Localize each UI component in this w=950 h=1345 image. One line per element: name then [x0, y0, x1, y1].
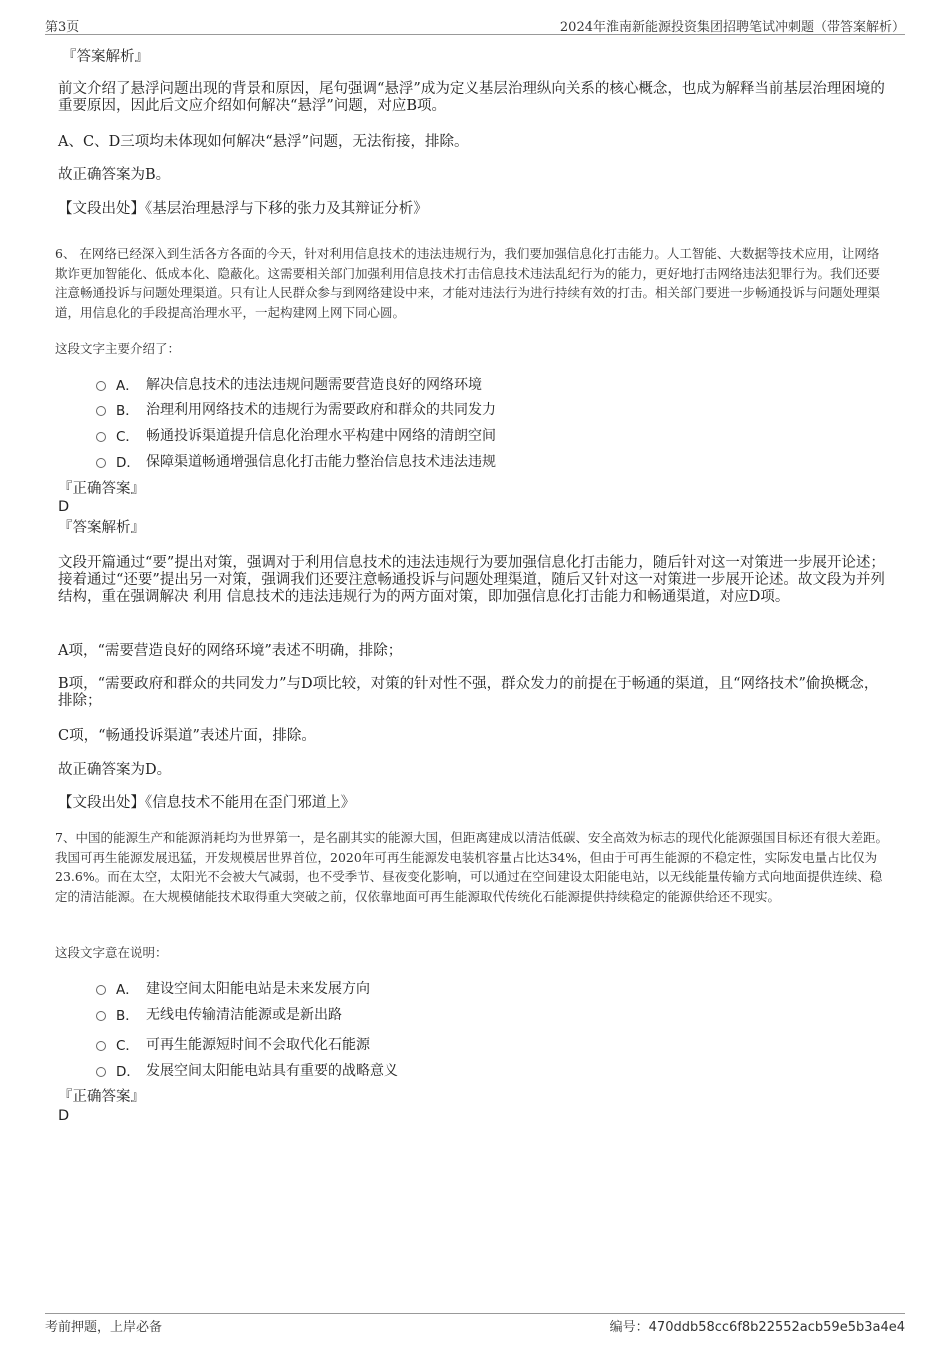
question-7-text: 7、中国的能源生产和能源消耗均为世界第一，是名副其实的能源大国，但距离建成以清洁低碳、安全高效为标志的现代化能源强国目标还有很大差距。我国可再生能源发展迅猛，开发规模居世界首位，2020年可再生能源发电装机容量占比达34%，但由于可再生能源的不稳定性，实际发电量占比仅为23.6%。而在太空，太阳光不会被大气减弱，也不受季节、昼夜变化影响，可以通过在空间建设太阳能电站，以无线能量传输方式向地面提供连续、稳定的清洁能源。在大规模储能技术取得重大突破之前，仅依靠地面可再生能源取代传统化石能源提供持续稳定的能源供给还不现实。: [55, 830, 888, 904]
option-b[interactable]: [96, 398, 496, 420]
radio-button[interactable]: [96, 1011, 106, 1021]
analysis-paragraph: A项，“需要营造良好的网络环境”表述不明确，排除；: [58, 643, 403, 659]
analysis-label: 『答案解析』: [62, 49, 149, 65]
correct-answer: D: [58, 499, 70, 515]
page-header: [45, 16, 905, 35]
document-id-value: 470ddb58cc6f8b22552acb59e5b3a4e4: [648, 1320, 905, 1335]
option-text: 无线电传输清洁能源或是新出路: [146, 1007, 342, 1023]
option-letter: D．: [116, 455, 140, 471]
option-letter: C．: [116, 429, 139, 445]
option-letter: A．: [116, 378, 139, 394]
analysis-paragraph: C项，“畅通投诉渠道”表述片面，排除。: [58, 728, 316, 744]
option-c[interactable]: [96, 424, 496, 446]
option-d[interactable]: [96, 450, 496, 472]
option-text: 治理利用网络技术的违规行为需要政府和群众的共同发力: [146, 402, 496, 418]
answer-statement: 故正确答案为B。: [58, 167, 171, 183]
option-c[interactable]: [96, 1033, 370, 1055]
radio-button[interactable]: [96, 432, 106, 442]
option-a[interactable]: [96, 977, 370, 999]
option-letter: D．: [116, 1064, 140, 1080]
option-text: 保障渠道畅通增强信息化打击能力整治信息技术违法违规: [146, 454, 496, 470]
option-a[interactable]: [96, 373, 482, 395]
option-d[interactable]: [96, 1059, 398, 1081]
document-title: 2024年淮南新能源投资集团招聘笔试冲刺题（带答案解析）: [559, 20, 905, 35]
correct-answer: D: [58, 1108, 70, 1124]
source-citation: 【文段出处】《基层治理悬浮与下移的张力及其辩证分析》: [58, 201, 428, 217]
document-id: [610, 1316, 905, 1336]
page-footer: [45, 1313, 905, 1336]
option-text: 发展空间太阳能电站具有重要的战略意义: [146, 1063, 398, 1079]
question-prompt: 这段文字主要介绍了：: [55, 341, 181, 356]
radio-button[interactable]: [96, 458, 106, 468]
answer-statement: 故正确答案为D。: [58, 762, 172, 778]
analysis-paragraph: B项，“需要政府和群众的共同发力”与D项比较，对策的针对性不强，群众发力的前提在于畅通的渠道，且“网络技术”偷换概念，排除；: [58, 676, 879, 709]
option-letter: C．: [116, 1038, 139, 1054]
option-letter: B．: [116, 1008, 139, 1024]
question-6-text: 6、 在网络已经深入到生活各方各面的今天，针对利用信息技术的违法违规行为，我们要加强信息化打击能力。人工智能、大数据等技术应用，让网络欺诈更加智能化、低成本化、隐蔽化。这需要相关部门加强利用信息技术打击信息技术违法乱纪行为的能力，更好地打击网络违法犯罪行为。我们还要注意畅通投诉与问题处理渠道。只有让人民群众参与到网络建设中来，才能对违法行为进行持续有效的打击。相关部门要进一步畅通投诉与问题处理渠道，用信息化的手段提高治理水平，一起构建网上网下同心圆。: [55, 246, 881, 320]
radio-button[interactable]: [96, 1041, 106, 1051]
analysis-label: 『答案解析』: [58, 520, 145, 536]
correct-answer-label: 『正确答案』: [58, 1089, 145, 1105]
document-id-label: 编号：: [609, 1320, 649, 1335]
option-text: 解决信息技术的违法违规问题需要营造良好的网络环境: [146, 377, 482, 393]
source-citation: 【文段出处】《信息技术不能用在歪门邪道上》: [58, 795, 356, 811]
page-number: 第3页: [45, 20, 80, 35]
option-text: 畅通投诉渠道提升信息化治理水平构建中网络的清朗空间: [146, 428, 496, 444]
option-text: 可再生能源短时间不会取代化石能源: [146, 1037, 370, 1053]
option-b[interactable]: [96, 1003, 342, 1025]
radio-button[interactable]: [96, 381, 106, 391]
correct-answer-label: 『正确答案』: [58, 481, 145, 497]
radio-button[interactable]: [96, 406, 106, 416]
option-letter: A．: [116, 982, 139, 998]
question-prompt: 这段文字意在说明：: [55, 945, 168, 960]
radio-button[interactable]: [96, 1067, 106, 1077]
option-letter: B．: [116, 403, 139, 419]
analysis-paragraph: A、C、D三项均未体现如何解决“悬浮”问题，无法衔接，排除。: [58, 134, 469, 150]
analysis-paragraph: 文段开篇通过“要”提出对策，强调对于利用信息技术的违法违规行为要加强信息化打击能力，随后针对这一对策进一步展开论述；接着通过“还要”提出另一对策，强调我们还要注意畅通投诉与问题处理渠道，随后又针对这一对策进一步展开论述。故文段为并列结构，重在强调解决 利用 信息技术的违法违规行为的两方面对策，即加强信息化打击能力和畅通渠道，对应D项。: [58, 555, 885, 605]
analysis-paragraph: 前文介绍了悬浮问题出现的背景和原因，尾句强调“悬浮”成为定义基层治理纵向关系的核心概念，也成为解释当前基层治理困境的重要原因，因此后文应介绍如何解决“悬浮”问题，对应B项。: [58, 81, 885, 114]
radio-button[interactable]: [96, 985, 106, 995]
option-text: 建设空间太阳能电站是未来发展方向: [146, 981, 370, 997]
footer-slogan: 考前押题，上岸必备: [45, 1320, 163, 1335]
